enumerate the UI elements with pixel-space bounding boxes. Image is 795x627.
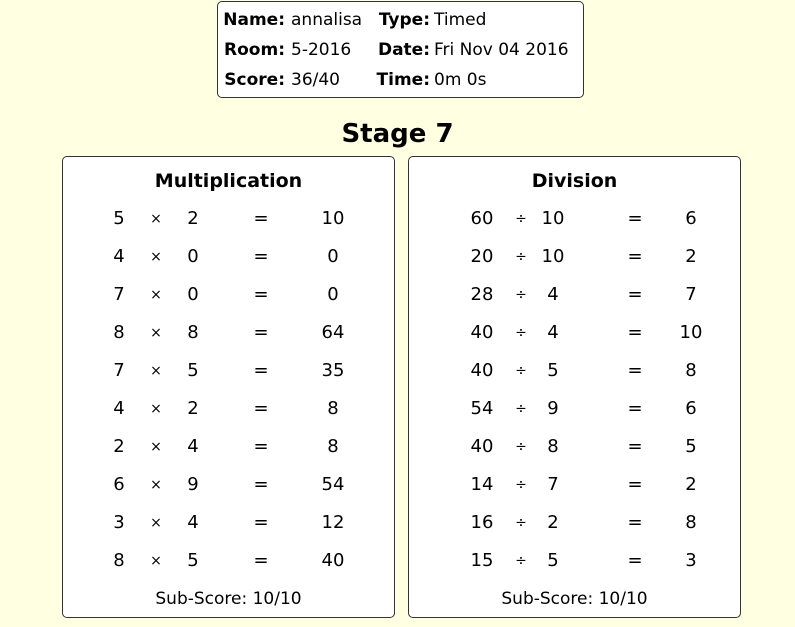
- problem-row: [409, 542, 740, 580]
- operand-a: 4: [113, 246, 125, 267]
- operand-a: 40: [470, 436, 494, 457]
- operand-a: 40: [470, 322, 494, 343]
- answer-value: 8: [685, 360, 697, 381]
- problem-row: [63, 276, 394, 314]
- operand-b: 10: [541, 208, 565, 229]
- operand-b: 5: [547, 360, 559, 381]
- multiplication-sub-score: Sub-Score: 10/10: [155, 589, 302, 609]
- multiplication-title: Multiplication: [154, 170, 303, 192]
- operand-a: 20: [470, 246, 494, 267]
- operand-a: 5: [113, 208, 125, 229]
- equals-sign: =: [253, 398, 269, 419]
- problem-row: [63, 504, 394, 542]
- operand-b: 4: [547, 322, 559, 343]
- operand-b: 10: [541, 246, 565, 267]
- operand-a: 60: [470, 208, 494, 229]
- time-value: 0m 0s: [434, 70, 487, 90]
- operand-a: 14: [470, 474, 494, 495]
- answer-value: 35: [321, 360, 345, 381]
- answer-value: 8: [327, 436, 339, 457]
- operand-a: 2: [113, 436, 125, 457]
- equals-sign: =: [627, 474, 643, 495]
- problem-row: [63, 466, 394, 504]
- operator-sign: ×: [150, 401, 162, 417]
- division-panel: [408, 156, 741, 618]
- answer-value: 6: [685, 208, 697, 229]
- answer-value: 54: [321, 474, 345, 495]
- room-label: Room:: [224, 40, 285, 60]
- operand-a: 15: [470, 550, 494, 571]
- equals-sign: =: [253, 512, 269, 533]
- answer-value: 12: [321, 512, 345, 533]
- operator-sign: ×: [150, 515, 162, 531]
- problem-row: [409, 428, 740, 466]
- equals-sign: =: [627, 360, 643, 381]
- operand-b: 0: [187, 246, 199, 267]
- problem-row: [409, 466, 740, 504]
- operand-b: 5: [187, 360, 199, 381]
- operand-b: 4: [187, 512, 199, 533]
- operator-sign: ÷: [515, 363, 527, 379]
- operand-a: 4: [113, 398, 125, 419]
- room-value: 5-2016: [291, 40, 352, 60]
- operand-b: 7: [547, 474, 559, 495]
- problem-row: [63, 428, 394, 466]
- operator-sign: ×: [150, 325, 162, 341]
- division-sub-score: Sub-Score: 10/10: [501, 589, 648, 609]
- date-label: Date:: [377, 40, 430, 60]
- problem-row: [63, 390, 394, 428]
- operand-a: 8: [113, 322, 125, 343]
- equals-sign: =: [253, 246, 269, 267]
- equals-sign: =: [627, 284, 643, 305]
- answer-value: 10: [679, 322, 703, 343]
- operand-b: 2: [547, 512, 559, 533]
- answer-value: 2: [685, 246, 697, 267]
- equals-sign: =: [627, 246, 643, 267]
- operand-a: 6: [113, 474, 125, 495]
- name-label: Name:: [223, 10, 285, 30]
- equals-sign: =: [627, 512, 643, 533]
- operand-a: 7: [113, 284, 125, 305]
- operator-sign: ÷: [515, 325, 527, 341]
- equals-sign: =: [253, 474, 269, 495]
- type-label: Type:: [378, 10, 430, 30]
- problem-row: [409, 390, 740, 428]
- answer-value: 64: [321, 322, 345, 343]
- answer-value: 0: [327, 284, 339, 305]
- division-title: Division: [531, 170, 618, 192]
- operand-b: 4: [547, 284, 559, 305]
- problem-row: [63, 352, 394, 390]
- equals-sign: =: [253, 284, 269, 305]
- operator-sign: ÷: [515, 439, 527, 455]
- operator-sign: ×: [150, 249, 162, 265]
- answer-value: 6: [685, 398, 697, 419]
- date-value: Fri Nov 04 2016: [434, 40, 569, 60]
- operand-b: 2: [187, 398, 199, 419]
- problem-row: [63, 314, 394, 352]
- answer-value: 7: [685, 284, 697, 305]
- problem-row: [409, 238, 740, 276]
- name-value: annalisa: [291, 10, 363, 30]
- info-row-name-type: [218, 5, 583, 35]
- operator-sign: ÷: [515, 211, 527, 227]
- operand-b: 8: [547, 436, 559, 457]
- operator-sign: ×: [150, 553, 162, 569]
- operator-sign: ÷: [515, 553, 527, 569]
- answer-value: 8: [685, 512, 697, 533]
- equals-sign: =: [253, 360, 269, 381]
- type-value: Timed: [434, 10, 487, 30]
- equals-sign: =: [627, 550, 643, 571]
- equals-sign: =: [627, 322, 643, 343]
- time-label: Time:: [376, 70, 430, 90]
- operand-b: 8: [187, 322, 199, 343]
- equals-sign: =: [253, 436, 269, 457]
- student-info-box: [217, 1, 584, 98]
- stage-title: Stage 7: [341, 119, 454, 149]
- operator-sign: ×: [150, 363, 162, 379]
- operator-sign: ×: [150, 211, 162, 227]
- problem-row: [409, 352, 740, 390]
- equals-sign: =: [627, 436, 643, 457]
- operator-sign: ×: [150, 477, 162, 493]
- problem-row: [409, 276, 740, 314]
- operand-a: 54: [470, 398, 494, 419]
- operator-sign: ×: [150, 287, 162, 303]
- equals-sign: =: [627, 208, 643, 229]
- info-row-room-date: [218, 35, 583, 65]
- operator-sign: ×: [150, 439, 162, 455]
- score-label: Score:: [224, 70, 285, 90]
- problem-row: [409, 314, 740, 352]
- problem-row: [63, 200, 394, 238]
- operand-b: 4: [187, 436, 199, 457]
- equals-sign: =: [253, 550, 269, 571]
- problem-row: [63, 542, 394, 580]
- operand-b: 5: [187, 550, 199, 571]
- operand-b: 2: [187, 208, 199, 229]
- equals-sign: =: [253, 322, 269, 343]
- operand-a: 16: [470, 512, 494, 533]
- operand-a: 40: [470, 360, 494, 381]
- operand-b: 9: [187, 474, 199, 495]
- answer-value: 8: [327, 398, 339, 419]
- operand-a: 8: [113, 550, 125, 571]
- operator-sign: ÷: [515, 249, 527, 265]
- answer-value: 5: [685, 436, 697, 457]
- problem-row: [409, 200, 740, 238]
- operand-a: 3: [113, 512, 125, 533]
- operand-b: 5: [547, 550, 559, 571]
- answer-value: 40: [321, 550, 345, 571]
- operator-sign: ÷: [515, 401, 527, 417]
- operator-sign: ÷: [515, 287, 527, 303]
- equals-sign: =: [627, 398, 643, 419]
- score-value: 36/40: [291, 70, 340, 90]
- operand-b: 9: [547, 398, 559, 419]
- operator-sign: ÷: [515, 515, 527, 531]
- operator-sign: ÷: [515, 477, 527, 493]
- operand-b: 0: [187, 284, 199, 305]
- equals-sign: =: [253, 208, 269, 229]
- info-row-score-time: [218, 65, 583, 95]
- answer-value: 0: [327, 246, 339, 267]
- operand-a: 7: [113, 360, 125, 381]
- problem-row: [409, 504, 740, 542]
- problem-row: [63, 238, 394, 276]
- answer-value: 3: [685, 550, 697, 571]
- answer-value: 2: [685, 474, 697, 495]
- multiplication-panel: [62, 156, 395, 618]
- answer-value: 10: [321, 208, 345, 229]
- operand-a: 28: [470, 284, 494, 305]
